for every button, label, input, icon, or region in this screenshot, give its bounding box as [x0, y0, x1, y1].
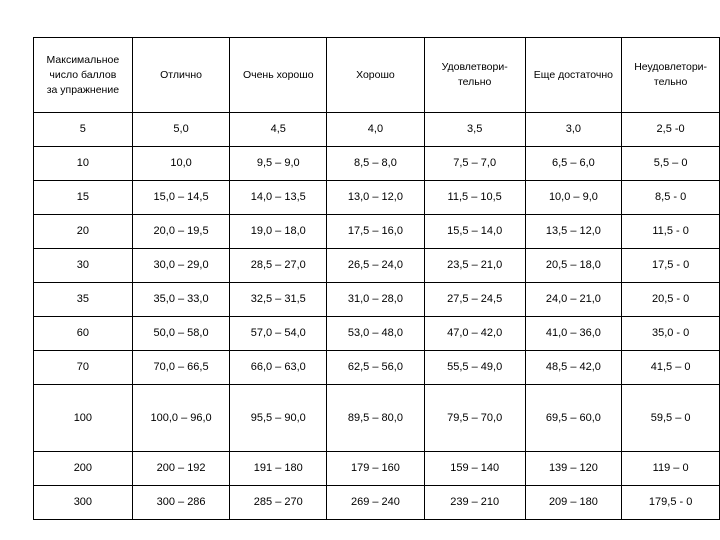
grade-range-cell: 119 – 0: [622, 452, 720, 486]
grade-range-cell: 269 – 240: [327, 486, 425, 520]
grade-range-cell: 7,5 – 7,0: [424, 147, 525, 181]
table-row: [34, 113, 720, 147]
grade-range-cell: 200 – 192: [132, 452, 230, 486]
max-points-cell: 30: [34, 249, 133, 283]
grade-range-cell: 11,5 – 10,5: [424, 181, 525, 215]
table-row: [34, 283, 720, 317]
grade-range-cell: 62,5 – 56,0: [327, 351, 425, 385]
max-points-cell: 70: [34, 351, 133, 385]
grade-range-cell: 35,0 – 33,0: [132, 283, 230, 317]
grade-range-cell: 70,0 – 66,5: [132, 351, 230, 385]
grade-range-cell: 9,5 – 9,0: [230, 147, 327, 181]
grade-range-cell: 79,5 – 70,0: [424, 385, 525, 452]
grade-range-cell: 27,5 – 24,5: [424, 283, 525, 317]
grade-range-cell: 69,5 – 60,0: [525, 385, 622, 452]
grade-range-cell: 11,5 - 0: [622, 215, 720, 249]
grade-range-cell: 48,5 – 42,0: [525, 351, 622, 385]
grade-range-cell: 26,5 – 24,0: [327, 249, 425, 283]
grade-range-cell: 10,0 – 9,0: [525, 181, 622, 215]
max-points-cell: 20: [34, 215, 133, 249]
grade-range-cell: 20,5 - 0: [622, 283, 720, 317]
grade-range-cell: 19,0 – 18,0: [230, 215, 327, 249]
table-row: [34, 249, 720, 283]
grade-range-cell: 15,0 – 14,5: [132, 181, 230, 215]
grade-range-cell: 55,5 – 49,0: [424, 351, 525, 385]
grade-range-cell: 20,0 – 19,5: [132, 215, 230, 249]
grade-range-cell: 24,0 – 21,0: [525, 283, 622, 317]
grade-range-cell: 15,5 – 14,0: [424, 215, 525, 249]
grade-range-cell: 53,0 – 48,0: [327, 317, 425, 351]
header-row: [34, 38, 720, 113]
grade-range-cell: 191 – 180: [230, 452, 327, 486]
grade-range-cell: 17,5 - 0: [622, 249, 720, 283]
grade-range-cell: 3,0: [525, 113, 622, 147]
grade-range-cell: 6,5 – 6,0: [525, 147, 622, 181]
grade-range-cell: 8,5 – 8,0: [327, 147, 425, 181]
grade-range-cell: 17,5 – 16,0: [327, 215, 425, 249]
grade-range-cell: 100,0 – 96,0: [132, 385, 230, 452]
grade-range-cell: 5,5 – 0: [622, 147, 720, 181]
header-satisfactory: Удовлетвори- тельно: [424, 38, 525, 113]
grade-range-cell: 28,5 – 27,0: [230, 249, 327, 283]
grade-range-cell: 41,0 – 36,0: [525, 317, 622, 351]
grade-range-cell: 159 – 140: [424, 452, 525, 486]
table-row: [34, 215, 720, 249]
max-points-cell: 300: [34, 486, 133, 520]
grade-range-cell: 20,5 – 18,0: [525, 249, 622, 283]
grade-range-cell: 4,0: [327, 113, 425, 147]
grade-range-cell: 66,0 – 63,0: [230, 351, 327, 385]
grade-range-cell: 10,0: [132, 147, 230, 181]
grade-range-cell: 95,5 – 90,0: [230, 385, 327, 452]
max-points-cell: 60: [34, 317, 133, 351]
grading-table: [33, 37, 720, 520]
grade-range-cell: 285 – 270: [230, 486, 327, 520]
grade-range-cell: 32,5 – 31,5: [230, 283, 327, 317]
grade-range-cell: 41,5 – 0: [622, 351, 720, 385]
header-unsatisfactory: Неудовлетори- тельно: [622, 38, 720, 113]
grade-range-cell: 23,5 – 21,0: [424, 249, 525, 283]
grade-range-cell: 209 – 180: [525, 486, 622, 520]
grade-range-cell: 13,5 – 12,0: [525, 215, 622, 249]
max-points-cell: 100: [34, 385, 133, 452]
header-max-points: Максимальное число баллов за упражнение: [34, 38, 133, 113]
max-points-cell: 15: [34, 181, 133, 215]
grade-range-cell: 57,0 – 54,0: [230, 317, 327, 351]
grade-range-cell: 89,5 – 80,0: [327, 385, 425, 452]
header-very-good: Очень хорошо: [230, 38, 327, 113]
grade-range-cell: 59,5 – 0: [622, 385, 720, 452]
table-row: [34, 147, 720, 181]
grade-range-cell: 4,5: [230, 113, 327, 147]
grade-range-cell: 239 – 210: [424, 486, 525, 520]
max-points-cell: 35: [34, 283, 133, 317]
table-row: [34, 452, 720, 486]
grade-range-cell: 3,5: [424, 113, 525, 147]
grade-range-cell: 300 – 286: [132, 486, 230, 520]
table-row: [34, 385, 720, 452]
header-good: Хорошо: [327, 38, 425, 113]
grade-range-cell: 47,0 – 42,0: [424, 317, 525, 351]
max-points-cell: 200: [34, 452, 133, 486]
grade-range-cell: 35,0 - 0: [622, 317, 720, 351]
grade-range-cell: 2,5 -0: [622, 113, 720, 147]
grade-range-cell: 14,0 – 13,5: [230, 181, 327, 215]
table-row: [34, 486, 720, 520]
table-row: [34, 317, 720, 351]
grade-range-cell: 30,0 – 29,0: [132, 249, 230, 283]
grade-range-cell: 13,0 – 12,0: [327, 181, 425, 215]
table-row: [34, 181, 720, 215]
grade-range-cell: 5,0: [132, 113, 230, 147]
header-excellent: Отлично: [132, 38, 230, 113]
grade-range-cell: 179,5 - 0: [622, 486, 720, 520]
header-still-sufficient: Еще достаточно: [525, 38, 622, 113]
table-row: [34, 351, 720, 385]
max-points-cell: 5: [34, 113, 133, 147]
grade-range-cell: 50,0 – 58,0: [132, 317, 230, 351]
grade-range-cell: 8,5 - 0: [622, 181, 720, 215]
grade-range-cell: 139 – 120: [525, 452, 622, 486]
max-points-cell: 10: [34, 147, 133, 181]
grade-range-cell: 31,0 – 28,0: [327, 283, 425, 317]
grade-range-cell: 179 – 160: [327, 452, 425, 486]
